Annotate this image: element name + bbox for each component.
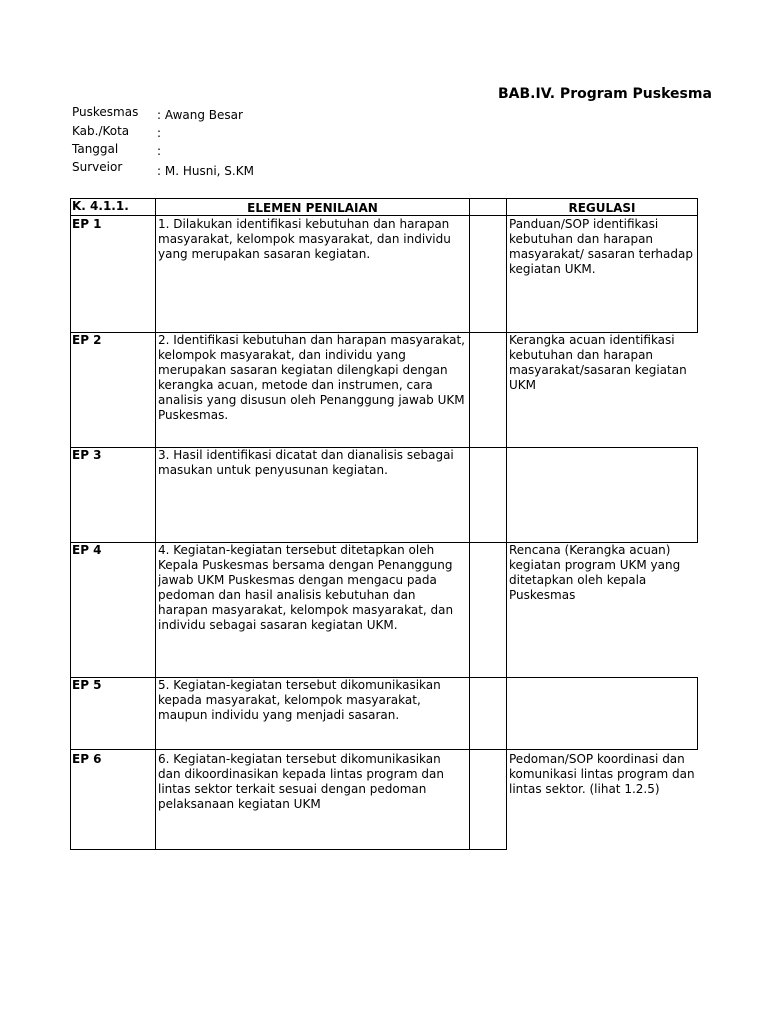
grid-line bbox=[697, 677, 698, 749]
info-label-puskesmas: Puskesmas bbox=[72, 105, 139, 119]
ep-label: EP 5 bbox=[72, 678, 102, 692]
element-text: 1. Dilakukan identifikasi kebutuhan dan harapan masyarakat, kelompok masyarakat, dan individu yang merupakan sasaran kegiatan. bbox=[158, 217, 451, 261]
info-value-tanggal: : bbox=[157, 144, 162, 158]
grid-line bbox=[70, 849, 507, 850]
info-value-surveior: : M. Husni, S.KM bbox=[157, 164, 254, 178]
grid-line bbox=[155, 198, 156, 850]
grid-line bbox=[70, 198, 698, 199]
header-regulation: REGULASI bbox=[568, 201, 636, 215]
element-text: 3. Hasil identifikasi dicatat dan dianalisis sebagai masukan untuk penyusunan kegiatan. bbox=[158, 448, 454, 477]
page-title: BAB.IV. Program Puskesma bbox=[498, 86, 712, 102]
element-text: 4. Kegiatan-kegiatan tersebut ditetapkan oleh Kepala Puskesmas bersama dengan Penanggung jawab UKM Puskesmas dengan mengacu pada pedoman dan hasil analisis kebutuhan dan harapan masyarakat, kelompok masyarakat, dan individu sebagai sasaran kegiatan UKM. bbox=[158, 543, 454, 632]
regulation-text: Kerangka acuan identifikasi kebutuhan dan harapan masyarakat/sasaran kegiatan UKM bbox=[509, 333, 687, 392]
info-label-tanggal: Tanggal bbox=[72, 142, 119, 156]
grid-line bbox=[70, 215, 698, 216]
element-text: 6. Kegiatan-kegiatan tersebut dikomunikasikan dan dikoordinasikan kepada lintas program dan lintas sektor terkait sesuai dengan pedoman pelaksanaan kegiatan UKM bbox=[158, 752, 444, 811]
ep-label: EP 6 bbox=[72, 752, 102, 766]
header-element: ELEMEN PENILAIAN bbox=[247, 201, 378, 215]
element-text: 2. Identifikasi kebutuhan dan harapan masyarakat, kelompok masyarakat, dan individu yang merupakan sasaran kegiatan dilengkapi dengan kerangka acuan, metode dan instrumen, cara analisis yang disusun oleh Penanggung jawab UKM Puskesmas. bbox=[158, 333, 465, 422]
info-label-surveior: Surveior bbox=[72, 160, 123, 174]
info-label-kabkota: Kab./Kota bbox=[72, 124, 130, 138]
grid-line bbox=[697, 198, 698, 333]
grid-line bbox=[697, 447, 698, 543]
grid-line bbox=[506, 198, 507, 850]
element-text: 5. Kegiatan-kegiatan tersebut dikomunikasikan kepada masyarakat, kelompok masyarakat, maupun individu yang menjadi sasaran. bbox=[158, 678, 441, 722]
regulation-text: Panduan/SOP identifikasi kebutuhan dan harapan masyarakat/ sasaran terhadap kegiatan UKM. bbox=[509, 217, 693, 276]
ep-label: EP 2 bbox=[72, 333, 102, 347]
ep-label: EP 1 bbox=[72, 217, 102, 231]
regulation-text: Rencana (Kerangka acuan) kegiatan program UKM yang ditetapkan oleh kepala Puskesmas bbox=[509, 543, 681, 602]
regulation-text bbox=[509, 448, 696, 540]
header-code: K. 4.1.1. bbox=[72, 199, 129, 213]
ep-label: EP 3 bbox=[72, 448, 102, 462]
regulation-text: Pedoman/SOP koordinasi dan komunikasi lintas program dan lintas sektor. (lihat 1.2.5) bbox=[509, 752, 695, 796]
grid-line bbox=[469, 198, 470, 850]
grid-line bbox=[70, 198, 71, 850]
grid-line bbox=[70, 749, 698, 750]
ep-label: EP 4 bbox=[72, 543, 102, 557]
regulation-text bbox=[509, 678, 696, 747]
info-value-puskesmas: : Awang Besar bbox=[157, 108, 243, 122]
info-value-kabkota: : bbox=[157, 126, 162, 140]
